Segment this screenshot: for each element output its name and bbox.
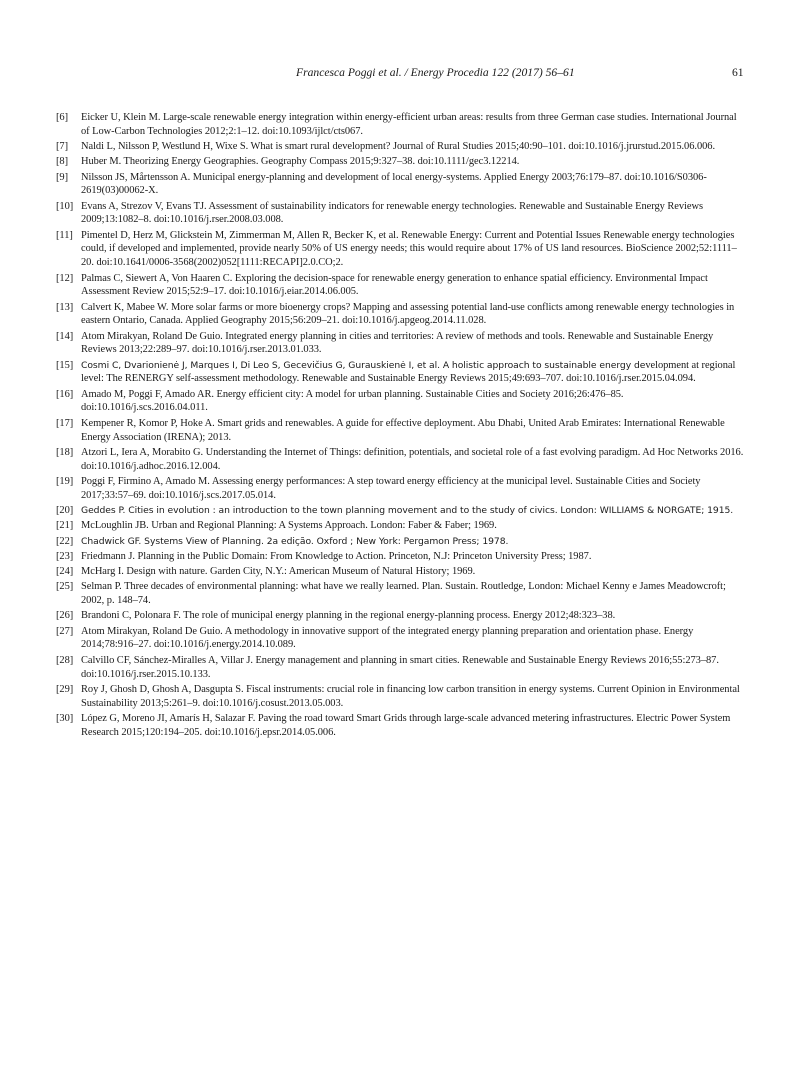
reference-text: McHarg I. Design with nature. Garden City, N.Y.: American Museum of Natural History; 1969.	[81, 566, 476, 578]
reference-item	[56, 272, 746, 300]
reference-text: Pimentel D, Herz M, Glickstein M, Zimmerman M, Allen R, Becker K, et al. Renewable Energy: Current and Potential Issues Renewable energy technologies could, if developed and implemented, provide nearly 50% of US energy needs; this would require about 17% of US land resources. BioScience 2002;52:1111–20. doi:10.1641/0006-3568(2002)052[1111:RECAPI]2.0.CO;2.	[81, 229, 737, 269]
reference-number: [30]	[56, 712, 74, 724]
reference-text: Brandoni C, Polonara F. The role of municipal energy planning in the regional energy-planning process. Energy 2012;48:323–38.	[81, 610, 616, 622]
reference-item	[56, 140, 746, 154]
reference-text: Amado M, Poggi F, Amado AR. Energy efficient city: A model for urban planning. Sustainable Cities and Society 2016;26:476–85. doi:10.1016/j.scs.2016.04.011.	[81, 388, 624, 414]
reference-text: McLoughlin JB. Urban and Regional Planning: A Systems Approach. London: Faber & Faber; 1969.	[81, 520, 497, 532]
reference-number: [21]	[56, 520, 74, 532]
reference-number: [20]	[56, 504, 74, 516]
reference-item	[56, 683, 746, 711]
reference-item	[56, 155, 746, 169]
page-number: 61	[732, 66, 744, 79]
reference-number: [10]	[56, 200, 74, 212]
reference-item	[56, 580, 746, 608]
reference-item	[56, 359, 746, 387]
reference-number: [24]	[56, 566, 74, 578]
reference-text: Calvillo CF, Sánchez-Miralles A, Villar J. Energy management and planning in smart cities. Renewable and Sustainable Energy Reviews 2016;55:273–87. doi:10.1016/j.rser.2015.10.133.	[81, 654, 719, 680]
reference-text: Atzori L, Iera A, Morabito G. Understanding the Internet of Things: definition, potentials, and societal role of a fast evolving paradigm. Ad Hoc Networks 2016. doi:10.1016/j.adhoc.2016.12.004.	[81, 446, 744, 472]
reference-number: [29]	[56, 683, 74, 695]
reference-item	[56, 565, 746, 579]
reference-number: [9]	[56, 171, 69, 183]
reference-number: [25]	[56, 581, 74, 593]
reference-text: Naldi L, Nilsson P, Westlund H, Wixe S. What is smart rural development? Journal of Rural Studies 2015;40:90–101. doi:10.1016/j.jrurstud.2015.06.006.	[81, 141, 716, 153]
reference-item	[56, 388, 746, 416]
reference-text: Palmas C, Siewert A, Von Haaren C. Exploring the decision-space for renewable energy generation to enhance spatial efficiency. Environmental Impact Assessment Review 2015;52:9–17. doi:10.1016/j.eiar.2014.06.005.	[81, 272, 708, 298]
reference-item	[56, 535, 746, 549]
reference-number: [7]	[56, 141, 69, 153]
reference-item	[56, 446, 746, 474]
reference-item	[56, 171, 746, 199]
reference-number: [23]	[56, 550, 74, 562]
reference-item	[56, 654, 746, 682]
reference-item	[56, 609, 746, 623]
running-header	[0, 66, 800, 82]
reference-text: López G, Moreno JI, Amarís H, Salazar F. Paving the road toward Smart Grids through large-scale advanced metering infrastructures. Electric Power System Research 2015;120:194–205. doi:10.1016/j.epsr.2014.05.006.	[81, 712, 731, 738]
reference-item	[56, 519, 746, 533]
reference-text: Eicker U, Klein M. Large-scale renewable energy integration within energy-efficient urban areas: results from three German case studies. International Journal of Low-Carbon Technologies 2012;2:1–12. doi:10.1093/ijlct/cts067.	[81, 112, 737, 137]
reference-number: [18]	[56, 446, 74, 458]
reference-number: [22]	[56, 535, 74, 547]
reference-item	[56, 301, 746, 329]
reference-number: [27]	[56, 625, 74, 637]
reference-item	[56, 475, 746, 503]
reference-item	[56, 200, 746, 228]
reference-text: Nilsson JS, Mårtensson A. Municipal energy-planning and development of local energy-systems. Applied Energy 2003;76:179–87. doi:10.1016/S0306-2619(03)00062-X.	[81, 171, 707, 197]
reference-item	[56, 712, 746, 740]
reference-text: Huber M. Theorizing Energy Geographies. Geography Compass 2015;9:327–38. doi:10.1111/gec3.12214.	[81, 156, 520, 168]
reference-number: [16]	[56, 388, 74, 400]
reference-item	[56, 504, 746, 518]
reference-text: Atom Mirakyan, Roland De Guio. Integrated energy planning in cities and territories: A review of methods and tools. Renewable and Sustainable Energy Reviews 2013;22:289–97. doi:10.1016/j.rser.2013.01.033.	[81, 330, 714, 356]
reference-item	[56, 330, 746, 358]
reference-item	[56, 625, 746, 653]
reference-item	[56, 229, 746, 270]
reference-text: Friedmann J. Planning in the Public Domain: From Knowledge to Action. Princeton, N.J: Princeton University Press; 1987.	[81, 550, 592, 562]
reference-number: [28]	[56, 654, 74, 666]
journal-citation: Francesca Poggi et al. / Energy Procedia 122 (2017) 56–61	[296, 66, 575, 79]
reference-text: Atom Mirakyan, Roland De Guio. A methodology in innovative support of the integrated energy planning preparation and orientation phase. Energy 2014;78:916–27. doi:10.1016/j.energy.2014.10.089.	[81, 625, 694, 651]
reference-number: [15]	[56, 359, 74, 371]
reference-text: Evans A, Strezov V, Evans TJ. Assessment of sustainability indicators for renewable energy technologies. Renewable and Sustainable Energy Reviews 2009;13:1082–8. doi:10.1016/j.rser.2008.03.008.	[81, 200, 703, 226]
reference-item	[56, 417, 746, 445]
reference-text-rest: velopment at regional level: The RENERGY self-assessment methodology. Renewable and Sustainable Energy Reviews 2015;49:693–707. doi:10.1016/j.rser.2015.04.094.	[81, 359, 736, 385]
reference-number: [26]	[56, 610, 74, 622]
reference-text: Poggi F, Firmino A, Amado M. Assessing energy performances: A step toward energy efficiency at the municipal level. Sustainable Cities and Society 2017;33:57–69. doi:10.1016/j.scs.2017.05.014.	[81, 475, 701, 501]
reference-number: [17]	[56, 417, 74, 429]
reference-number: [6]	[56, 112, 69, 123]
reference-list	[56, 111, 746, 741]
reference-number: [14]	[56, 330, 74, 342]
reference-item	[56, 550, 746, 564]
reference-number: [11]	[56, 229, 73, 241]
reference-number: [12]	[56, 272, 74, 284]
reference-text: Selman P. Three decades of environmental planning: what have we really learned. Plan. Sustain. Routledge, London: Michael Kenny e James Meadowcroft; 2002, p. 148–74.	[81, 581, 726, 607]
reference-text	[81, 359, 746, 387]
reference-text-lead: Cosmi C, Dvarionienė J, Marques I, Di Leo S, Gecevičius G, Gurauskienė I, et al. A holistic approach to sustainable energy de	[81, 359, 646, 371]
reference-text: Kempener R, Komor P, Hoke A. Smart grids and renewables. A guide for effective deployment. Abu Dhabi, United Arab Emirates: International Renewable Energy Association (IRENA); 2013.	[81, 417, 725, 443]
reference-item	[56, 111, 746, 139]
reference-text: Calvert K, Mabee W. More solar farms or more bioenergy crops? Mapping and assessing potential land-use conflicts among renewable energy technologies in eastern Ontario, Canada. Applied Geography 2015;56:209–21. doi:10.1016/j.apgeog.2014.11.028.	[81, 301, 735, 327]
reference-text: Roy J, Ghosh D, Ghosh A, Dasgupta S. Fiscal instruments: crucial role in financing low carbon transition in energy systems. Current Opinion in Environmental Sustainability 2013;5:261–9. doi:10.1016/j.cosust.2013.05.003.	[81, 683, 740, 709]
reference-number: [19]	[56, 475, 74, 487]
reference-text: Geddes P. Cities in evolution : an introduction to the town planning movement and to the study of civics. London: WILLIAMS & NORGATE; 1915.	[81, 504, 734, 516]
reference-number: [8]	[56, 156, 69, 168]
reference-text: Chadwick GF. Systems View of Planning. 2a edição. Oxford ; New York: Pergamon Press; 1978.	[81, 535, 509, 547]
reference-number: [13]	[56, 301, 74, 313]
